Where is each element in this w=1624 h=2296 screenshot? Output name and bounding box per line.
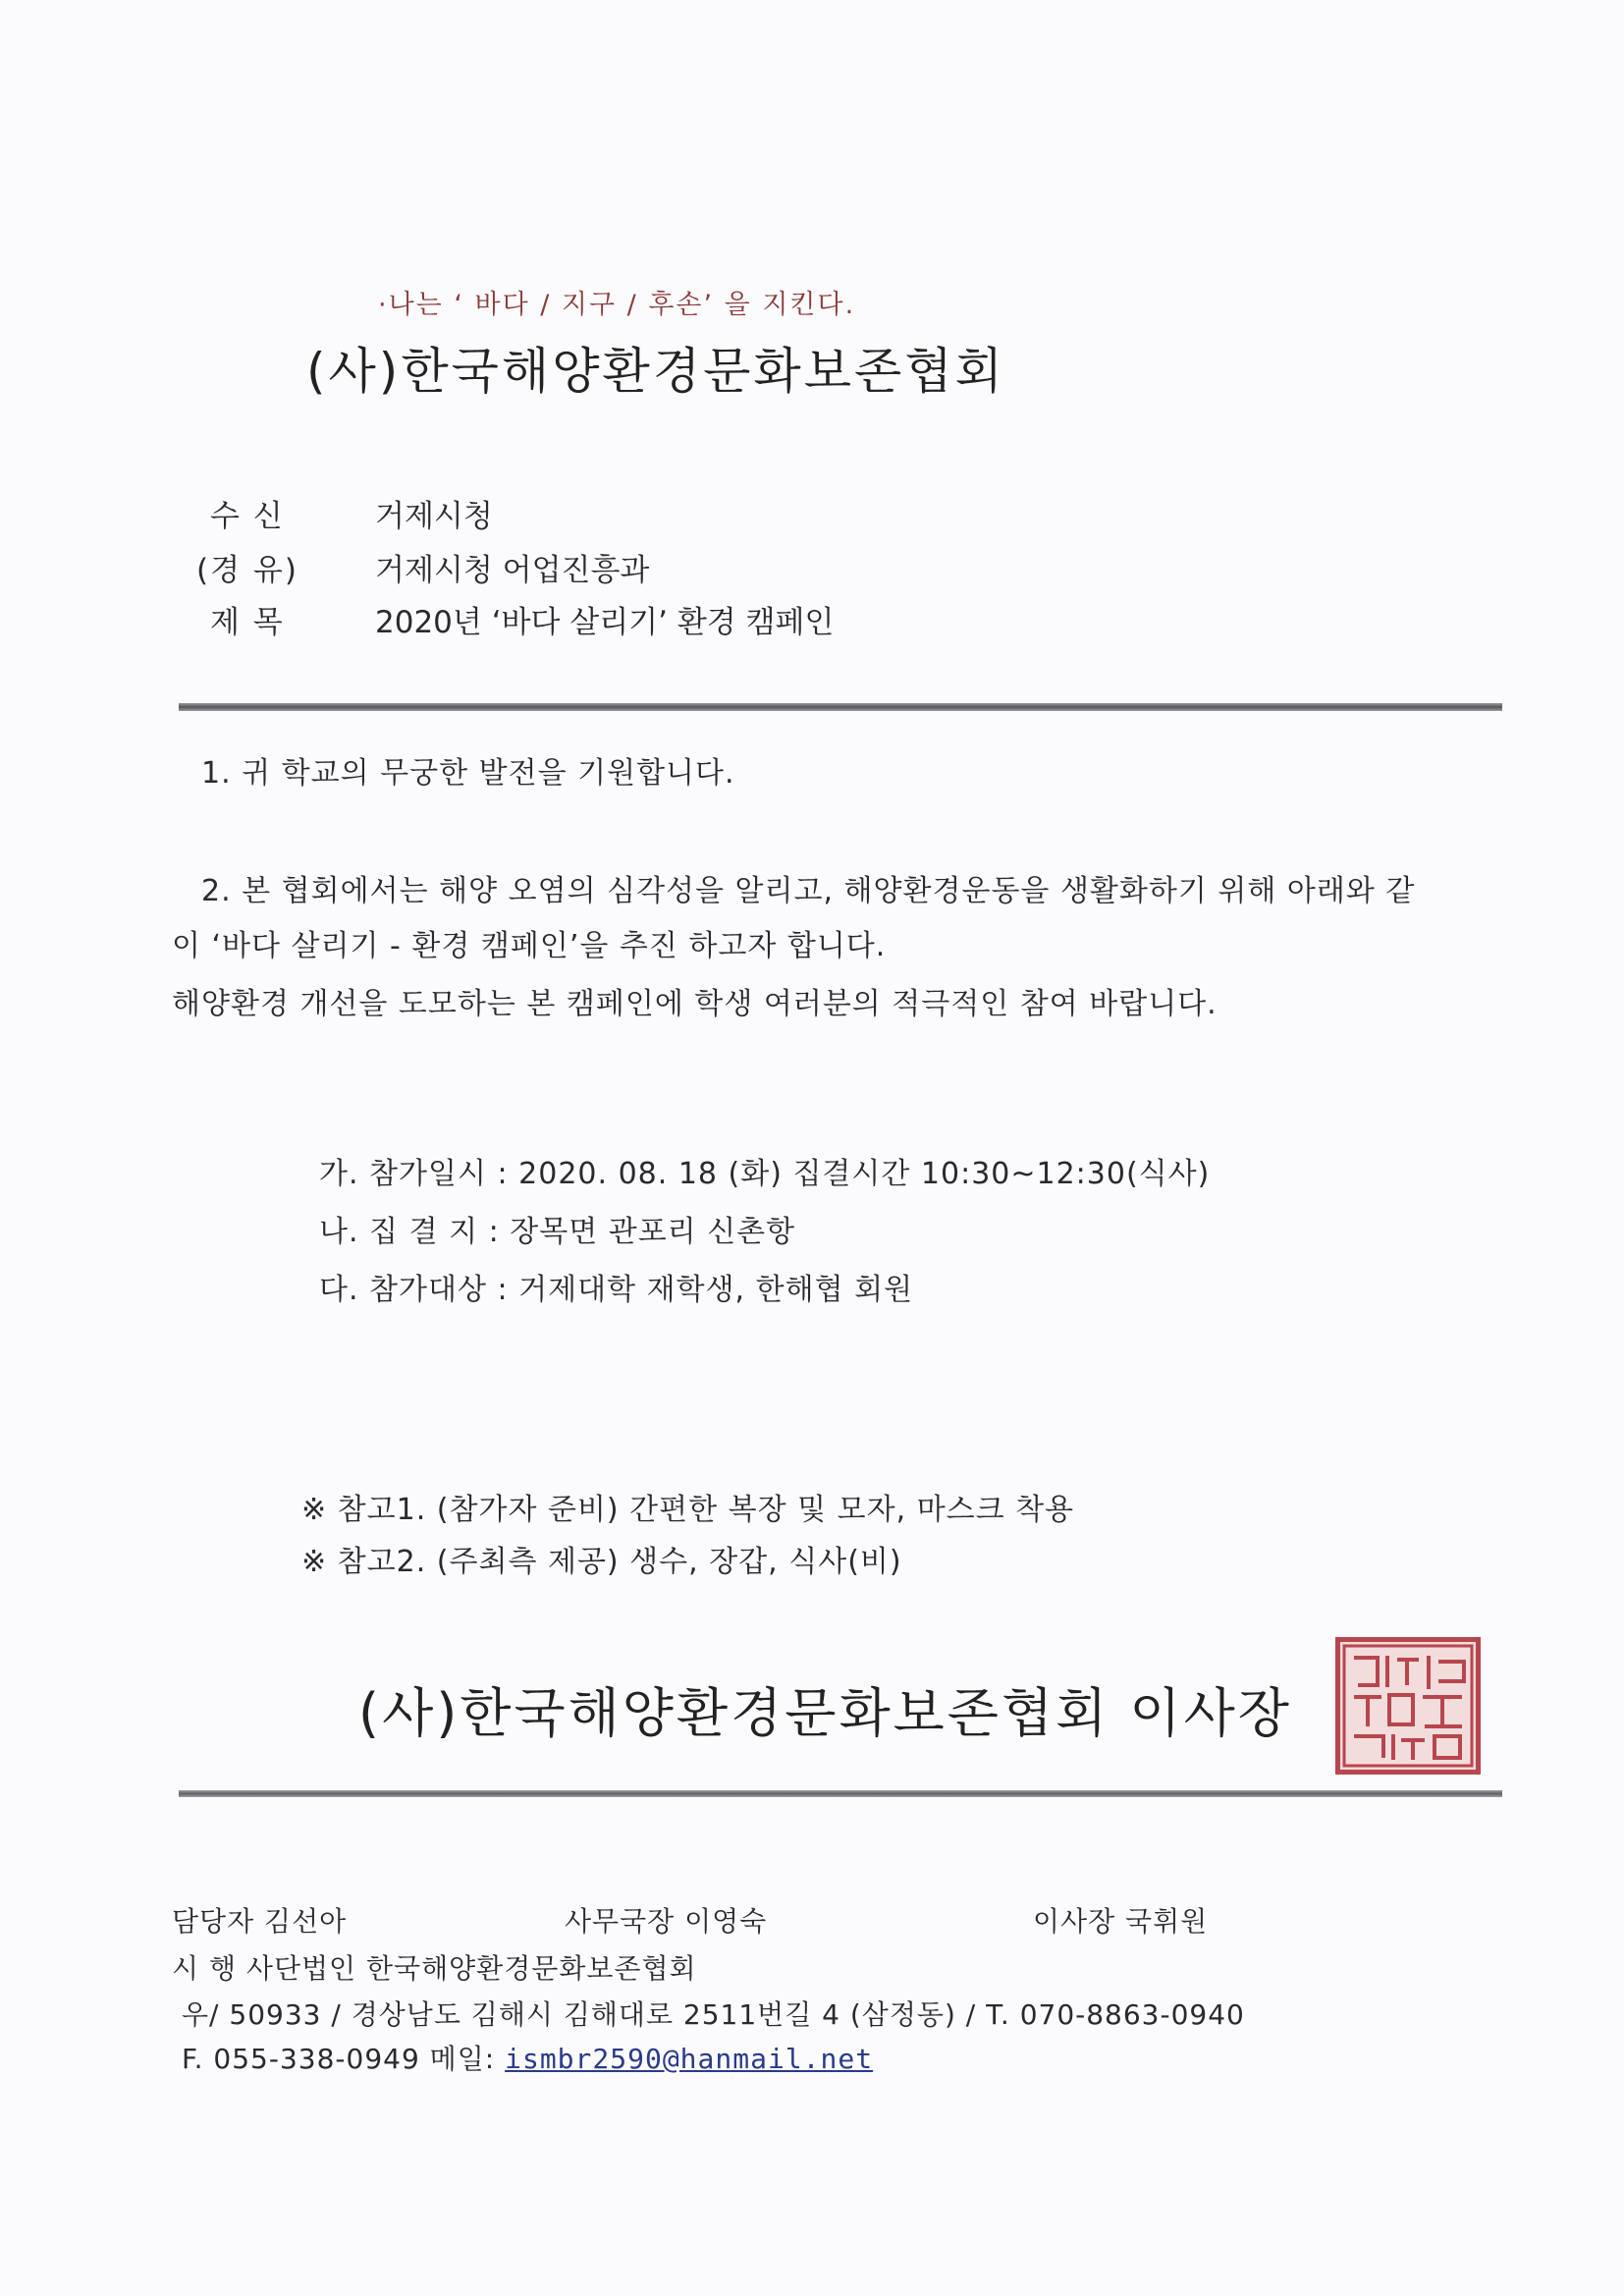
address-line: 우/ 50933 / 경상남도 김해시 김해대로 2511번길 4 (삼정동) / T. 070-8863-0940 bbox=[182, 1998, 1245, 2031]
bottom-divider bbox=[179, 1790, 1502, 1797]
subject-label: 제 목 bbox=[210, 605, 285, 640]
official-seal-stamp bbox=[1335, 1637, 1481, 1775]
fax-label: F. 055-338-0949 메일: bbox=[182, 2043, 496, 2075]
slogan: ·나는 ‘ 바다 / 지구 / 후손’ 을 지킨다. bbox=[378, 290, 856, 320]
recipient-value: 거제시청 bbox=[375, 499, 493, 534]
via-label: (경 유) bbox=[196, 553, 298, 588]
paragraph-2-line-3: 해양환경 개선을 도모하는 본 캠페인에 학생 여러분의 적극적인 참여 바랍니다. bbox=[172, 987, 1218, 1021]
recipient-label: 수 신 bbox=[210, 499, 285, 534]
signature-line: (사)한국해양환경문화보존협회 이사장 bbox=[358, 1682, 1292, 1744]
detail-date: 가. 참가일시 : 2020. 08. 18 (화) 집결시간 10:30~12:30(식사) bbox=[319, 1157, 1211, 1191]
email-link[interactable]: ismbr2590@hanmail.net bbox=[505, 2043, 874, 2075]
top-divider bbox=[179, 703, 1502, 711]
detail-target: 다. 참가대상 : 거제대학 재학생, 한해협 회원 bbox=[319, 1273, 914, 1307]
paragraph-2-line-1: 2. 본 협회에서는 해양 오염의 심각성을 알리고, 해양환경운동을 생활화하기 위해 아래와 같 bbox=[201, 874, 1416, 908]
paragraph-1: 1. 귀 학교의 무궁한 발전을 기원합니다. bbox=[201, 756, 735, 791]
secretary-general: 사무국장 이영숙 bbox=[565, 1905, 768, 1938]
paragraph-2-line-2: 이 ‘바다 살리기 - 환경 캠페인’을 추진 하고자 합니다. bbox=[172, 929, 887, 963]
subject-value: 2020년 ‘바다 살리기’ 환경 캠페인 bbox=[375, 605, 835, 640]
enforcement-org: 시 행 사단법인 한국해양환경문화보존협회 bbox=[172, 1952, 697, 1985]
note-1: ※ 참고1. (참가자 준비) 간편한 복장 및 모자, 마스크 착용 bbox=[301, 1493, 1075, 1527]
staff-in-charge: 담당자 김선아 bbox=[172, 1905, 348, 1938]
fax-email-line bbox=[182, 2038, 873, 2077]
note-2: ※ 참고2. (주최측 제공) 생수, 장갑, 식사(비) bbox=[301, 1545, 902, 1579]
via-value: 거제시청 어업진흥과 bbox=[375, 553, 650, 588]
detail-place: 나. 집 결 지 : 장목면 관포리 신촌항 bbox=[319, 1215, 796, 1249]
org-header-title: (사)한국해양환경문화보존협회 bbox=[306, 343, 1005, 400]
chairman: 이사장 국휘원 bbox=[1033, 1905, 1209, 1938]
seal-glyph-icon bbox=[1340, 1642, 1476, 1770]
